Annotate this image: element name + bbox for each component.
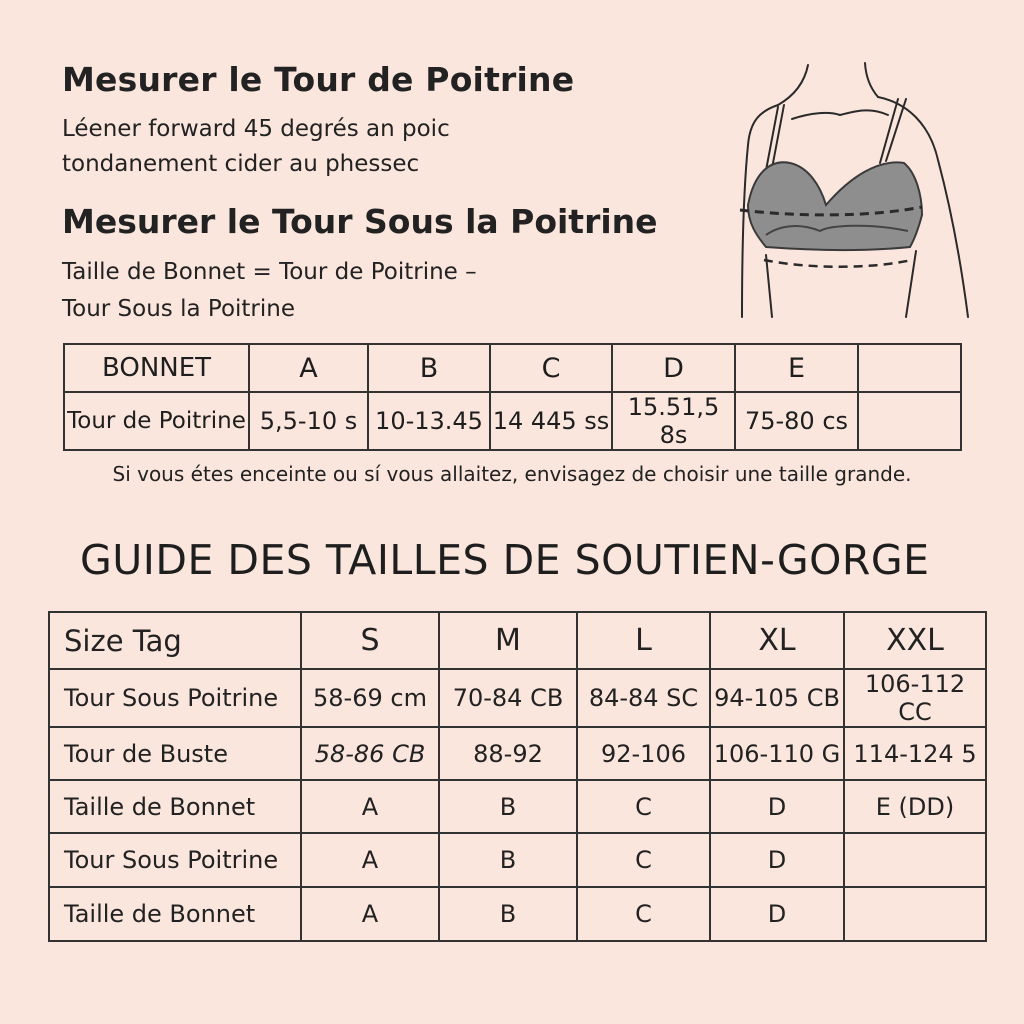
size-guide-header-cell: XXL [844,612,986,669]
underbust-instructions-line-1: Taille de Bonnet = Tour de Poitrine – [62,259,477,285]
bust-instructions-line-2: tondanement cider au phessec [62,151,420,177]
size-guide-cell: A [301,833,439,887]
underbust-instructions [62,254,622,328]
size-guide-cell: 106-112 CC [844,669,986,727]
size-guide-cell [844,887,986,941]
size-guide-row [49,887,986,941]
cup-table-cell: 10-13.45 [368,392,490,450]
size-guide-cell: D [710,887,844,941]
size-guide-cell: D [710,833,844,887]
size-guide-cell: 58-86 CB [301,727,439,780]
underbust-instructions-line-2: Tour Sous la Poitrine [62,296,295,322]
cup-table-row-label: Tour de Poitrine [64,392,249,450]
size-guide-header-label: Size Tag [49,612,301,669]
size-guide-cell: B [439,780,577,833]
size-guide-cell: B [439,887,577,941]
size-guide-cell: 94-105 CB [710,669,844,727]
size-guide-cell: A [301,887,439,941]
cup-table-header-cell: B [368,344,490,392]
cup-table-cell: 14 445 ss [490,392,612,450]
cup-table-cell: 75-80 cs [735,392,858,450]
cup-size-table [63,343,962,451]
size-guide-cell [844,833,986,887]
size-guide-header-cell: M [439,612,577,669]
size-guide-cell: D [710,780,844,833]
size-guide-cell: C [577,887,710,941]
size-guide-row-label: Tour de Buste [49,727,301,780]
size-guide-header-cell: S [301,612,439,669]
cup-table-row [64,392,961,450]
cup-table-header-cell [858,344,961,392]
cup-table-header-cell: E [735,344,858,392]
size-guide-cell: C [577,780,710,833]
cup-table-header-label: BONNET [64,344,249,392]
underbust-heading: Mesurer le Tour Sous la Poitrine [62,202,658,241]
size-guide-table [48,611,987,942]
size-guide-row-label: Taille de Bonnet [49,887,301,941]
size-guide-cell: 58-69 cm [301,669,439,727]
size-guide-title: GUIDE DES TAILLES DE SOUTIEN-GORGE [80,536,930,584]
size-guide-cell: A [301,780,439,833]
bra-measurement-illustration-icon [720,55,990,330]
size-guide-header-cell: L [577,612,710,669]
size-guide-cell: 84-84 SC [577,669,710,727]
bust-heading: Mesurer le Tour de Poitrine [62,60,575,99]
cup-table-header-row [64,344,961,392]
size-guide-cell: 88-92 [439,727,577,780]
size-guide-row [49,669,986,727]
size-guide-cell: C [577,833,710,887]
size-guide-row [49,727,986,780]
pregnancy-note: Si vous étes enceinte ou sí vous allaitez, envisagez de choisir une taille grande. [112,462,912,486]
cup-table-cell: 5,5-10 s [249,392,368,450]
size-guide-header-row [49,612,986,669]
size-guide-row-label: Tour Sous Poitrine [49,669,301,727]
bust-instructions [62,112,622,182]
size-guide-row [49,833,986,887]
size-guide-row-label: Tour Sous Poitrine [49,833,301,887]
size-guide-header-cell: XL [710,612,844,669]
size-guide-row-label: Taille de Bonnet [49,780,301,833]
cup-table-header-cell: C [490,344,612,392]
cup-table-header-cell: D [612,344,735,392]
size-guide-cell: 114-124 5 [844,727,986,780]
size-guide-cell: B [439,833,577,887]
cup-table-cell: 15.51,5 8s [612,392,735,450]
size-guide-cell: 106-110 G [710,727,844,780]
cup-table-header-cell: A [249,344,368,392]
cup-table-cell [858,392,961,450]
size-guide-cell: 92-106 [577,727,710,780]
size-guide-cell: E (DD) [844,780,986,833]
bust-instructions-line-1: Léener forward 45 degrés an poic [62,116,450,142]
size-guide-row [49,780,986,833]
size-guide-cell: 70-84 CB [439,669,577,727]
